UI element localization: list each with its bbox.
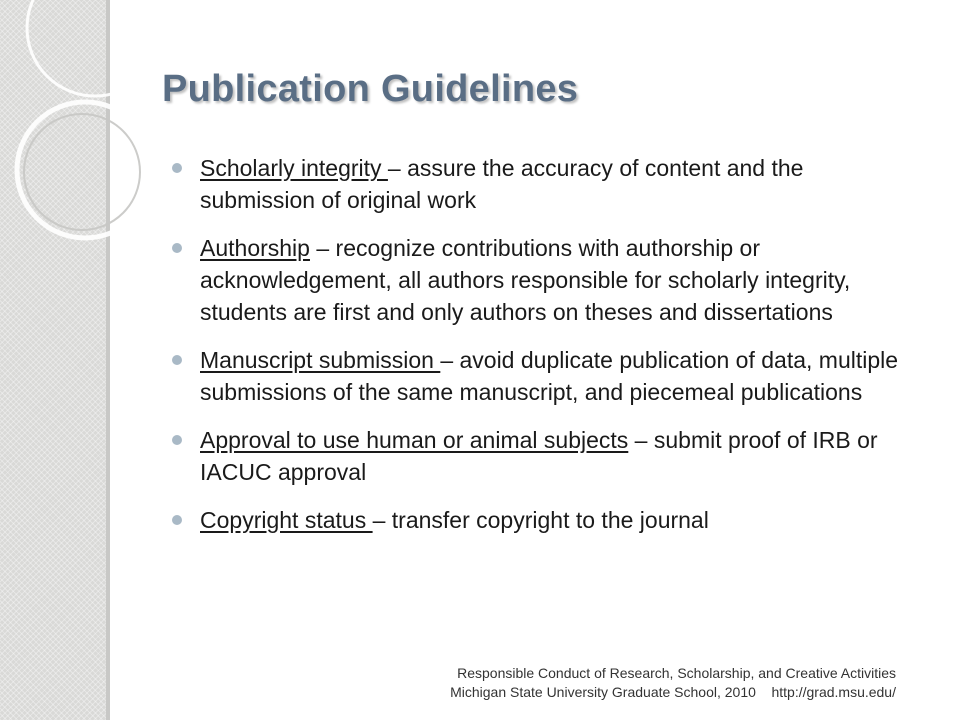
bullet-text: – avoid duplicate publication of data, multiple submissions of the same manuscript, and piecemeal publications	[200, 347, 899, 405]
bullet-text: – assure the accuracy of content and the submission of original work	[200, 155, 804, 213]
bullet-scholarly-integrity	[170, 152, 910, 216]
bullet-authorship	[170, 232, 910, 328]
bullet-list	[170, 152, 910, 552]
side-band-edge	[106, 0, 110, 720]
slide-title: Publication Guidelines	[162, 68, 579, 110]
bullet-copyright-status	[170, 504, 910, 536]
footer-line-1: Responsible Conduct of Research, Scholarship, and Creative Activities	[457, 665, 896, 681]
bullet-term: Scholarly integrity	[200, 155, 388, 181]
bullet-manuscript-submission	[170, 344, 910, 408]
slide-footer	[450, 664, 896, 702]
bullet-text: – transfer copyright to the journal	[372, 507, 709, 533]
decorative-side-band	[0, 0, 106, 720]
bullet-term: Authorship	[200, 235, 310, 261]
bullet-term: Approval to use human or animal subjects	[200, 427, 629, 453]
bullet-term: Copyright status	[200, 507, 373, 533]
bullet-approval-subjects	[170, 424, 910, 488]
footer-line-2: Michigan State University Graduate School, 2010 http://grad.msu.edu/	[450, 684, 896, 700]
bullet-text: – recognize contributions with authorship or acknowledgement, all authors responsible for scholarly integrity, students are first and only authors on theses and dissertations	[200, 235, 851, 325]
bullet-term: Manuscript submission	[200, 347, 441, 373]
bullet-text: – submit proof of IRB or IACUC approval	[200, 427, 878, 485]
